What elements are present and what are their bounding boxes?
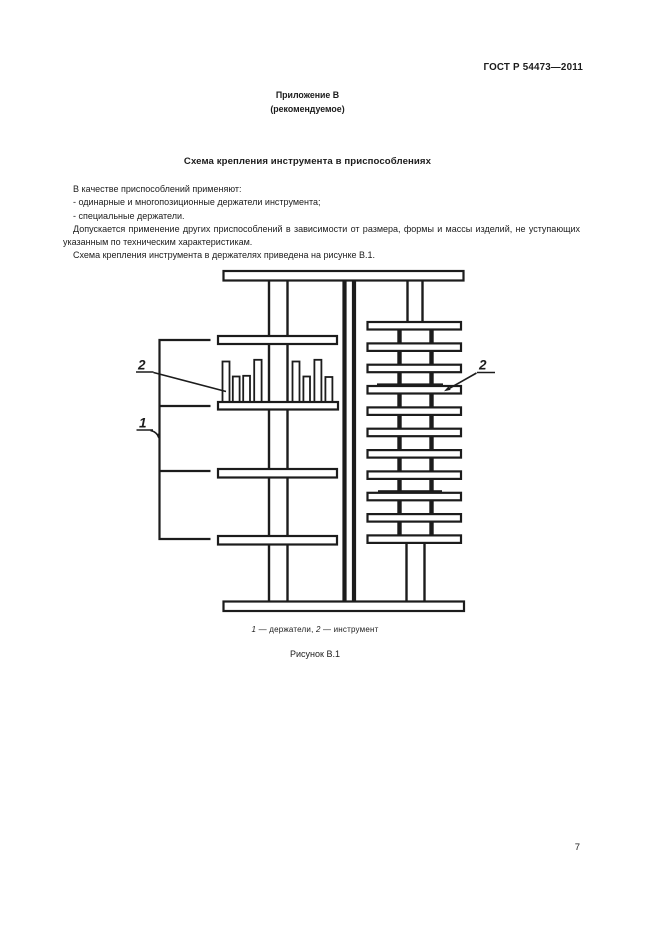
- paragraph-intro: В качестве приспособлений применяют:: [73, 184, 242, 194]
- page-title: Схема крепления инструмента в приспособлениях: [183, 156, 432, 167]
- appendix-note: (рекомендуемое): [270, 104, 345, 114]
- document-header: ГОСТ Р 54473—2011: [483, 62, 583, 73]
- caption-item1-text: — держатели,: [256, 625, 316, 634]
- callout-2-left: 2: [138, 357, 146, 373]
- figure-caption: [40, 625, 590, 634]
- right-bottom-post: [407, 540, 425, 603]
- appendix-label: Приложение В: [275, 90, 340, 100]
- paragraph-allowance: Допускается применение других приспособлений в зависимости от размера, формы и массы изделий, не уступающих указанным по техническим характеристикам.: [63, 223, 580, 247]
- figure-number-label: Рисунок В.1: [290, 649, 340, 659]
- figure-b1-diagram: [120, 260, 510, 620]
- bracket-label-1: [160, 340, 211, 539]
- left-post: [269, 278, 288, 604]
- paragraph-list-item-2: - специальные держатели.: [73, 210, 185, 221]
- right-plates: [368, 322, 462, 543]
- caption-item2-text: — инструмент: [320, 625, 379, 634]
- right-top-post: [408, 278, 423, 324]
- paragraph-figure-ref: Схема крепления инструмента в держателях приведена на рисунке В.1.: [73, 250, 376, 261]
- bottom-bar: [224, 602, 465, 612]
- appendix-block: [40, 88, 575, 116]
- callout-1: 1: [139, 415, 147, 431]
- body-text: [63, 183, 580, 263]
- caption-item1-num: 1: [251, 625, 257, 634]
- callout-2-right: 2: [479, 357, 487, 373]
- paragraph-list-item-1: - одинарные и многопозиционные держатели инструмента;: [73, 197, 321, 208]
- center-column: [345, 278, 355, 603]
- page-number: 7: [574, 842, 580, 853]
- top-bar: [224, 271, 464, 281]
- caption-item2-num: 2: [315, 625, 321, 634]
